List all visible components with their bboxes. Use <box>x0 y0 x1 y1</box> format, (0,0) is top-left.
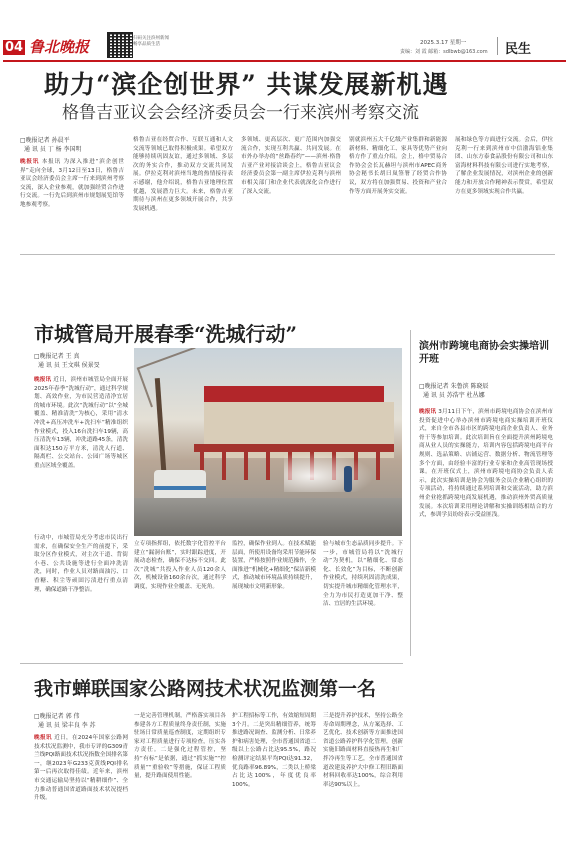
story3-byline-correspondent: 通 讯 员 苏浩宇 杜丛娜 <box>423 392 485 399</box>
story4-byline-correspondent: 通 讯 员 梁丰良 李 苏 <box>38 722 96 729</box>
water-spray <box>284 452 374 492</box>
story1-subheadline: 格鲁吉亚议会会经济委员会一行来滨州考察交流 <box>62 103 419 123</box>
section-divider <box>497 37 498 55</box>
story2-bottom-rule <box>20 663 403 664</box>
section-label: 民生 <box>505 42 532 57</box>
story3-byline-reporter: □晚报记者 朱鲁滨 陈晓辰 <box>419 383 489 390</box>
story4-col1-text: 近日，在2024年国家公路网技术状况监测中，我市专评的G309青兰线PQI路面技术状况指数全国排名第一，继2023年G233克黄线PQI排名第一后再次取得佳绩。近年来，滨州市交通运输局坚持以“精耕细作”、全力推动普通国省道路面技术状况提档升级。 <box>34 735 128 802</box>
story4-headline: 我市蝉联国家公路网技术状况监测第一名 <box>34 678 377 700</box>
issue-date: 2025.3.17 星期一 <box>420 40 467 46</box>
shop-banner <box>204 386 384 402</box>
story2-column-5: 验与城市生态品质同步提升。下一步，市城管局将以“洗城行动”为契机，以“精细化、常态化、长效化”为目标，不断创新作业模式，持续巩固清洗成果，切实提升城市精细化管理水平，全力为市民打造更加干净、整洁、宜居的生活环境。 <box>323 541 403 608</box>
story4-column-3: 护工程招标等工作，有效缩短周期3个月。二是突出精细管养，统筹推进路况调查、监测分析、日常养护和病害处理，全市普通国省道二级以上公路占比达95.5%，路况检测评定结果平均PQI达91.32，优良路率96.89%，二类以上桥梁占比达100%，年度优良率100%。 <box>232 713 316 788</box>
street-cleaning-photo <box>134 348 402 536</box>
story1-bottom-rule <box>20 254 555 255</box>
pavement <box>134 498 402 536</box>
story2-column-3: 立专项指挥组，依托数字化管控平台建立“漏洞台账”，实时跟踪进度，开展动态检查，确保不达标不交回。此次“洗城”共投入作业人员120余人次，机械设备160余台次，通过科学调度，实现作业全覆盖、无死角。 <box>134 541 226 590</box>
truck-stripe <box>154 486 206 490</box>
story3-headline: 滨州市跨境电商协会实操培训开班 <box>419 341 549 365</box>
story1-column-5: 展和绿色等方面进行交流。会后，伊拉克利一行来到滨州市中信渤海铝业集团、山东方泰食品股份有限公司和山东富海材料科技有限公司进行实地考察，了解企业发展情况，对滨州企业的创新能力和开放合作精神表示赞赏，希望双方在更多领域实现合作共赢。 <box>455 137 553 195</box>
story3-sidebar-divider <box>410 330 411 656</box>
red-pavilion <box>194 444 394 452</box>
story4-column-1 <box>34 734 128 834</box>
story2-column-4: 监控，确保作业到人。在技术赋能层面，所使用设备均采用节能环保装置，严格按照作业规范操作，全面推进“机械化+精细化”保洁新模式，推动城市环境品质持续提升，展现城市文明新形象。 <box>232 541 316 590</box>
qr-code-icon[interactable] <box>107 32 133 58</box>
story1-column-1 <box>20 158 124 246</box>
tree-branches <box>137 348 210 407</box>
story1-column-2: 格鲁吉亚在经贸合作、互联互通和人文交流等领域已取得积极成果。希望双方能够持续巩固友谊，通过多领域、多层次的务实合作，推动双方交流共同发展。伊拉克利对滨州当地的热情接待表示感谢，他介绍说，格鲁吉亚地理位置优越，发展潜力巨大。未来，格鲁吉亚期待与滨州在更多领域开展合作，共享发展机遇。 <box>133 137 233 212</box>
qr-caption: 扫码关注滨州新闻 畅享品质生活 <box>133 36 169 47</box>
story4-column-4: 三是提升养护技术，坚持公路全寿命周期理念，从方案选择、工艺优化、技术创新等方面推进国省道公路养护科学化管理，创新实施旧路面材料直接热再生和厂拌冷再生等工艺，全市普通国省道改建及养护大中修工程旧路面材料回收率达100%，综合利用率达90%以上。 <box>323 713 403 788</box>
story1-byline-reporter: □晚报记者 孙晨平 <box>20 137 70 144</box>
page-number: 04 <box>5 40 24 55</box>
story1-lead-tag: 晚报讯 <box>20 159 40 165</box>
story2-headline: 市城管局开展春季“洗城行动” <box>34 322 298 346</box>
story3-lead-tag: 晚报讯 <box>419 409 437 415</box>
story2-byline-correspondent: 通 讯 员 王文琪 侯景旻 <box>38 362 100 369</box>
story4-lead-tag: 晚报讯 <box>34 735 52 741</box>
worker-figure <box>344 466 352 492</box>
story2-column-2: 行动中，市城管局充分考虑市民出行需求，在确保安全生产的前提下，采取分区作业模式，对主次干道、背街小巷、公共设施等进行全面冲洗清洗，同时，作业人员对路面油污、口香糖、积尘等顽固污渍进行重点清理，确保道路干净整洁。 <box>34 535 128 593</box>
story2-col1-text: 近日，滨州市城管局全面开展2025年春季“洗城行动”，通过科学规划、高效作业，为市民营造清净宜居的城市环境。此次“洗城行动”以“全城覆盖、精准清洗”为核心，采用“清水冲洗+高压冲洗车+洗扫车”精准组织作业模式，投入16台洗扫车19辆，高压清洗车13辆，冲洗道路45条，清洗面积达150万平方米，清洗人行道、隔离栏、公交站台、公园广场等城区重点区域全覆盖。 <box>34 377 128 469</box>
editor-line: 责编：刘 霞 邮箱：sdlbwb@163.com <box>400 49 488 55</box>
story3-body <box>419 408 553 828</box>
story1-byline-correspondent: 通 讯 员 丁 杨 李国明 <box>24 146 82 153</box>
story2-byline-reporter: □晚报记者 王 真 <box>34 353 80 360</box>
header-rule <box>3 60 566 62</box>
paper-logo: 鲁北晚报 <box>29 38 90 56</box>
story4-byline-reporter: □晚报记者 郭 伟 <box>34 713 80 720</box>
story1-headline: 助力“滨企创世界” 共谋发展新机遇 <box>44 70 449 99</box>
story1-col1-text: 本报讯 为深入推进“滨企创世界”走向全球，3月12日至13日，格鲁吉亚议会经济委员会主席一行来到滨州考察交流，深入企业参观，就加强经贸合作进行交流。一行先后到滨州市规划展览馆等地参观考察。 <box>20 159 124 208</box>
story1-column-3: 多领域、更高层次、更广范围内加强交流合作，实现互利共赢、共同发展。在市外办举办的“丝路春约”——滨州·格鲁吉亚产业对接洽谈会上，格鲁吉亚议会经济委员会第一副主席伊拉克利与滨州市相关部门和企业代表就深化合作进行了深入交流。 <box>241 137 341 195</box>
story2-column-1 <box>34 376 128 528</box>
story4-column-2: 一是完善管理机制，严格落实项目各参建各方工程质量终身责任制，实施驻场日常质量巡查制度，定期组织专家对工程质量进行专项检查，压实各方责任。二是强化过程管控，坚持“有标”是依据，通过“抓实施”“控质量”“重验收”等措施，保证工程质量，提升路面使用性能。 <box>134 713 226 780</box>
story3-body-text: 3月11日下午，滨州市跨境电商协会在滨州市投资促进中心举办滨州市跨境电商实操培训开班仪式，来自全市各县市区的跨境电商企业负责人、业务骨干等参加培训。此次培训旨在全面提升滨州跨境电商从业人员的实操能力，培训内容包括跨境电商平台规则、选品策略、店铺运营、数据分析、物流管理等多个方面，由经验丰富的行业专家和企业高管现场授课。在开班仪式上，滨州市跨境电商协会负责人表示，此次实操培训是协会为服务会员企业精心组织的专项活动，将持续通过系列培训和交流活动，助力滨州企业抢抓跨境电商发展机遇，推动滨州外贸高质量发展。本次培训采用理论讲解和实操训练相结合的方式，参训学员纷纷表示受益匪浅。 <box>419 409 553 519</box>
story1-column-4: 别就滨州五大千亿级产业集群和新能源新材料、精细化工、家具等优势产业向格方作了重点介绍。会上，格中贸易合作协会会长瓦赫坦与滨州市APEC商务协会秘书长胡曰岚签署了经贸合作协议，双方将在加强贸易、投资和产业合作等方面开展务实交流。 <box>349 137 447 195</box>
story2-lead-tag: 晚报讯 <box>34 377 52 383</box>
